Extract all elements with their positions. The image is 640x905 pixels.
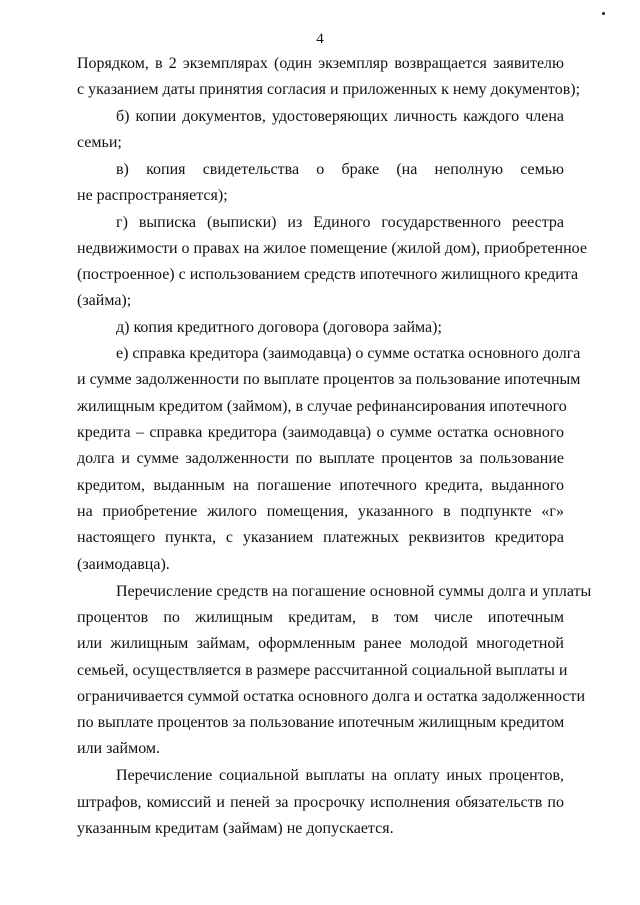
text-line: и сумме задолженности по выплате процентов за пользование ипотечным (77, 371, 581, 388)
text-line: по выплате процентов за пользование ипотечным жилищным кредитом (77, 714, 565, 731)
text-line: кредитом, выданным на погашение ипотечного кредита, выданного (77, 477, 564, 494)
text-line: (займа); (77, 292, 132, 309)
text-line: штрафов, комиссий и пеней за просрочку исполнения обязательств по (77, 794, 564, 811)
text-line: настоящего пункта, с указанием платежных реквизитов кредитора (77, 529, 564, 546)
text-line: процентов по жилищным кредитам, в том числе ипотечным (77, 609, 564, 626)
text-line: Порядком, в 2 экземплярах (один экземпляр возвращается заявителю (77, 55, 564, 72)
text-line: кредита – справка кредитора (заимодавца) о сумме остатка основного (77, 424, 564, 441)
text-line: или займом. (77, 740, 161, 757)
text-line: не распространяется); (77, 187, 228, 204)
text-line: долга и сумме задолженности по выплате процентов за пользование (77, 450, 564, 467)
scan-dot (602, 12, 605, 15)
text-line: семьей, осуществляется в размере рассчитанной социальной выплаты и (77, 662, 568, 679)
text-line: семьи; (77, 134, 122, 151)
text-line: ограничивается суммой остатка основного долга и остатка задолженности (77, 688, 586, 705)
text-line: на приобретение жилого помещения, указанного в подпункте «г» (77, 503, 564, 520)
text-line: Перечисление средств на погашение основной суммы долга и уплаты (116, 583, 592, 600)
page-number: 4 (316, 31, 324, 47)
text-line: д) копия кредитного договора (договора займа); (116, 319, 442, 336)
text-line: (построенное) с использованием средств ипотечного жилищного кредита (77, 266, 579, 283)
text-line: (заимодавца). (77, 556, 170, 573)
text-line: Перечисление социальной выплаты на оплату иных процентов, (116, 767, 564, 784)
text-line: жилищным кредитом (займом), в случае рефинансирования ипотечного (77, 398, 567, 415)
text-line: в) копия свидетельства о браке (на неполную семью (116, 161, 564, 178)
text-line: с указанием даты принятия согласия и приложенных к нему документов); (77, 81, 581, 98)
text-line: г) выписка (выписки) из Единого государственного реестра (116, 214, 564, 231)
text-line: указанным кредитам (займам) не допускается. (77, 820, 394, 837)
text-line: б) копии документов, удостоверяющих личность каждого члена (116, 108, 564, 125)
text-line: недвижимости о правах на жилое помещение (жилой дом), приобретенное (77, 240, 587, 257)
text-line: или жилищным займам, оформленным ранее молодой многодетной (77, 635, 564, 652)
text-line: е) справка кредитора (заимодавца) о сумме остатка основного долга (116, 345, 581, 362)
